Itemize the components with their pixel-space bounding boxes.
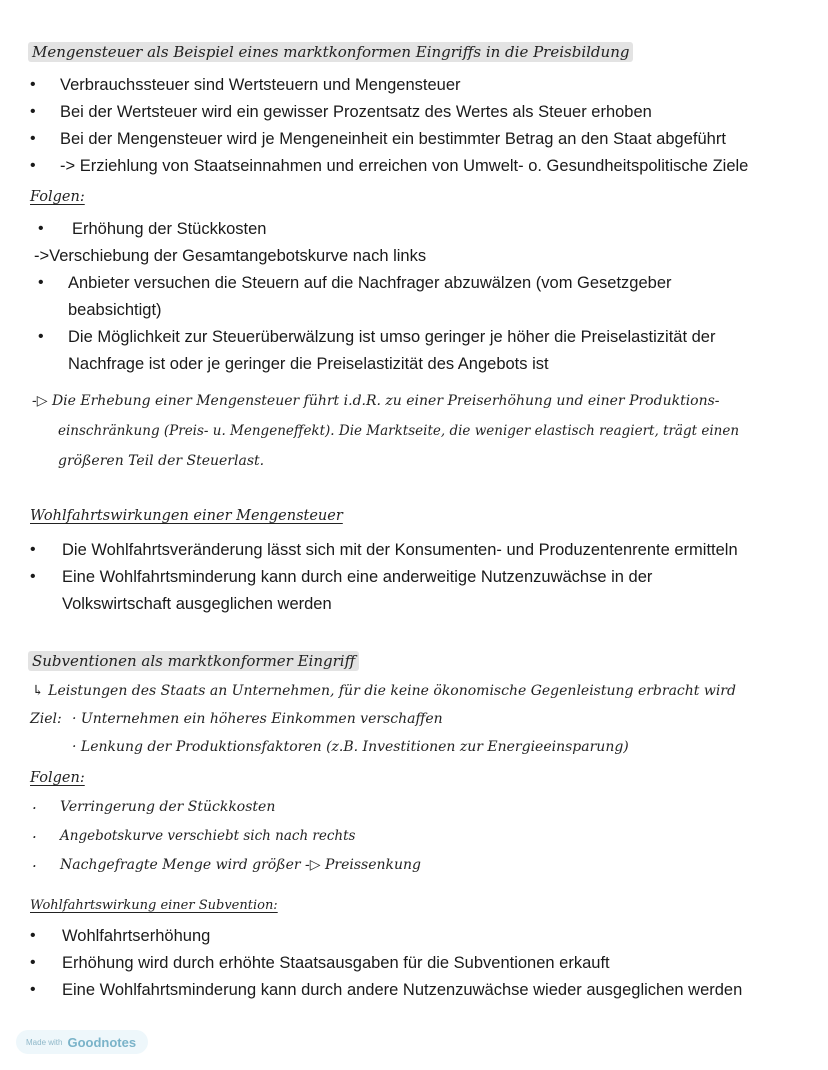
bullet-icon: •: [30, 76, 36, 93]
s1-bullet-3: Bei der Mengensteuer wird je Mengeneinheit ein bestimmter Betrag an den Staat abgeführt: [60, 130, 726, 148]
subvention-definition: ↳ Leistungen des Staats an Unternehmen, für die keine ökonomische Gegenleistung erbracht wird: [32, 683, 736, 699]
bullet-icon: •: [30, 541, 36, 558]
ziel-label: Ziel:: [30, 711, 62, 727]
s1-bullet-4: -> Erziehlung von Staatseinnahmen und erreichen von Umwelt- o. Gesundheitspolitische Ziele: [60, 157, 749, 175]
s2-bullet-1: Die Wohlfahrtsveränderung lässt sich mit der Konsumenten- und Produzentenrente ermitteln: [62, 541, 738, 559]
bullet-icon: •: [38, 274, 44, 291]
bullet-icon: •: [30, 130, 36, 147]
section2-heading: Wohlfahrtswirkungen einer Mengensteuer: [30, 508, 343, 524]
ziel-item-1: · Unternehmen ein höheres Einkommen verschaffen: [72, 711, 443, 727]
folgen-item-3-line1: Die Möglichkeit zur Steuerüberwälzung ist umso geringer je höher die Preiselastizität der: [68, 328, 716, 346]
bullet-icon: •: [30, 954, 36, 971]
folgen-item-2-line2: beabsichtigt): [68, 301, 162, 319]
section4-heading: Wohlfahrtswirkung einer Subvention:: [30, 898, 278, 913]
s2-bullet-2-line2: Volkswirtschaft ausgeglichen werden: [62, 595, 332, 613]
bullet-icon: ·: [32, 828, 37, 846]
bullet-icon: •: [38, 328, 44, 345]
conclusion-line-3: größeren Teil der Steuerlast.: [58, 453, 265, 469]
bullet-icon: •: [30, 981, 36, 998]
bullet-icon: •: [38, 220, 44, 237]
folgen-item-1: Erhöhung der Stückkosten: [72, 220, 267, 238]
ziel-item-2: · Lenkung der Produktionsfaktoren (z.B. Investitionen zur Energieeinsparung): [72, 739, 629, 755]
s3-folgen-2: Angebotskurve verschiebt sich nach rechts: [60, 828, 356, 844]
s2-bullet-2-line1: Eine Wohlfahrtsminderung kann durch eine anderweitige Nutzenzuwächse in der: [62, 568, 653, 586]
s4-bullet-3: Eine Wohlfahrtsminderung kann durch andere Nutzenzuwächse wieder ausgeglichen werden: [62, 981, 743, 999]
s4-bullet-1: Wohlfahrtserhöhung: [62, 927, 211, 945]
made-with-label: Made with: [26, 1037, 63, 1047]
bullet-icon: •: [30, 568, 36, 585]
goodnotes-logo: Goodnotes: [67, 1034, 137, 1050]
folgen-label-2: Folgen:: [30, 770, 85, 786]
folgen-label: Folgen:: [30, 189, 85, 205]
bullet-icon: •: [30, 927, 36, 944]
bullet-icon: ·: [32, 857, 37, 875]
goodnotes-badge[interactable]: [16, 1030, 148, 1054]
conclusion-line-1: -▷ Die Erhebung einer Mengensteuer führt i.d.R. zu einer Preiserhöhung und einer Produktions-: [32, 393, 720, 409]
section1-heading: Mengensteuer als Beispiel eines marktkonformen Eingriffs in die Preisbildung: [28, 42, 633, 62]
folgen-item-3-line2: Nachfrage ist oder je geringer die Preiselastizität des Angebots ist: [68, 355, 549, 373]
folgen-arrow-line: ->Verschiebung der Gesamtangebotskurve nach links: [34, 247, 427, 265]
bullet-icon: ·: [32, 799, 37, 817]
bullet-icon: •: [30, 103, 36, 120]
s1-bullet-2: Bei der Wertsteuer wird ein gewisser Prozentsatz des Wertes als Steuer erhoben: [60, 103, 652, 121]
s4-bullet-2: Erhöhung wird durch erhöhte Staatsausgaben für die Subventionen erkauft: [62, 954, 610, 972]
bullet-icon: •: [30, 157, 36, 174]
s1-bullet-1: Verbrauchssteuer sind Wertsteuern und Mengensteuer: [60, 76, 461, 94]
s3-folgen-1: Verringerung der Stückkosten: [60, 799, 276, 815]
section3-heading: Subventionen als marktkonformer Eingriff: [28, 651, 359, 671]
folgen-item-2-line1: Anbieter versuchen die Steuern auf die Nachfrager abzuwälzen (vom Gesetzgeber: [68, 274, 672, 292]
conclusion-line-2: einschränkung (Preis- u. Mengeneffekt). Die Marktseite, die weniger elastisch reagiert, trägt einen: [58, 423, 740, 439]
s3-folgen-3: Nachgefragte Menge wird größer -▷ Preissenkung: [60, 857, 421, 873]
